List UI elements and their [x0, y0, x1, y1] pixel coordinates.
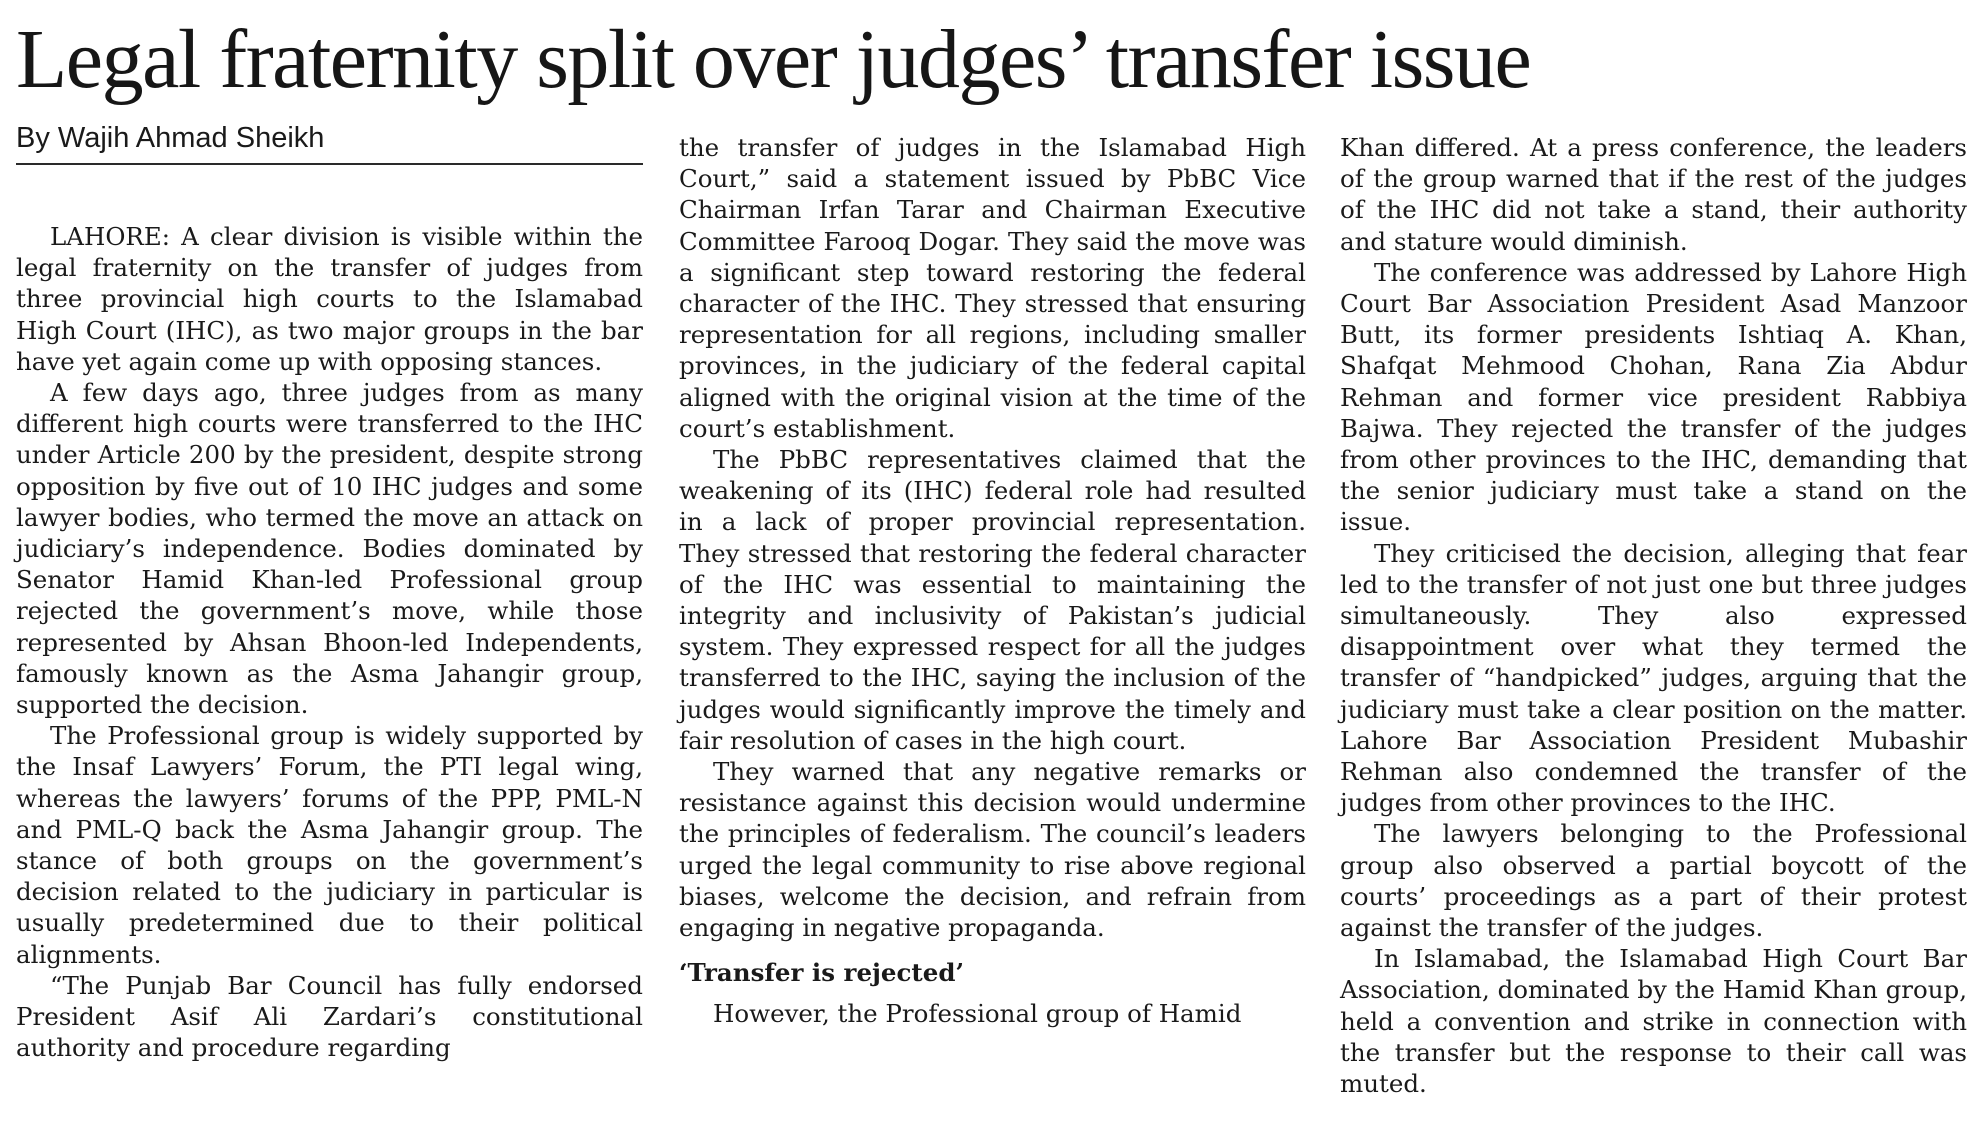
paragraph: “The Punjab Bar Council has fully endorsed President Asif Ali Zardari’s constitutional authority and procedure regarding [16, 970, 643, 1063]
paragraph: The PbBC representatives claimed that the weakening of its (IHC) federal role had resulted in a lack of proper provincial representation. They stressed that restoring the federal character of the IHC was essential to maintaining the integrity and inclusivity of Pakistan’s judicial system. They expressed respect for all the judges transferred to the IHC, saying the inclusion of the judges would significantly improve the timely and fair resolution of cases in the high court. [679, 445, 1306, 755]
paragraph: LAHORE: A clear division is visible within the legal fraternity on the transfer of judges from three provincial high courts to the Islamabad High Court (IHC), as two major groups in the bar have yet again come up with opposing stances. [16, 222, 643, 376]
article-column-1 [16, 221, 643, 1063]
paragraph-continued: Khan differed. At a press conference, the leaders of the group warned that if the rest of the judges of the IHC did not take a stand, their authority and stature would diminish. [1340, 133, 1967, 256]
paragraph: However, the Professional group of Hamid [713, 999, 1242, 1029]
paragraph: They criticised the decision, alleging that fear led to the transfer of not just one but three judges simultaneously. They also expressed disappointment over what they termed the transfer of “handpicked” judges, arguing that the judiciary must take a clear position on the matter. Lahore Bar Association President Mubashir Rehman also condemned the transfer of the judges from other provinces to the IHC. [1340, 538, 1967, 818]
paragraph-continued: the transfer of judges in the Islamabad High Court,” said a statement issued by PbBC Vice Chairman Irfan Tarar and Chairman Executive Committee Farooq Dogar. They said the move was a significant step toward restoring the federal character of the IHC. They stressed that ensuring representation for all regions, including smaller provinces, in the judiciary of the federal capital aligned with the original vision at the time of the court’s establishment. [679, 133, 1306, 443]
paragraph: They warned that any negative remarks or resistance against this decision would undermine the principles of federalism. The council’s leaders urged the legal community to rise above regional biases, welcome the decision, and refrain from engaging in negative propaganda. [679, 757, 1306, 943]
subheading: ‘Transfer is rejected’ [679, 958, 964, 988]
paragraph: The conference was addressed by Lahore High Court Bar Association President Asad Manzoor Butt, its former presidents Ishtiaq A. Khan, Shafqat Mehmood Chohan, Rana Zia Abdur Rehman and former vice president Rabbiya Bajwa. They rejected the transfer of the judges from other provinces to the IHC, demanding that the senior judiciary must take a stand on the issue. [1340, 257, 1967, 537]
paragraph: In Islamabad, the Islamabad High Court Bar Association, dominated by the Hamid Khan group, held a convention and strike in connection with the transfer but the response to their call was muted. [1340, 944, 1967, 1099]
paragraph: A few days ago, three judges from as many different high courts were transferred to the IHC under Article 200 by the president, despite strong opposition by five out of 10 IHC judges and some lawyer bodies, who termed the move an attack on judiciary’s independence. Bodies dominated by Senator Hamid Khan-led Professional group rejected the government’s move, while those represented by Ahsan Bhoon-led Independents, famously known as the Asma Jahangir group, supported the decision. [16, 378, 643, 720]
paragraph: The lawyers belonging to the Professional group also observed a partial boycott of the courts’ proceedings as a part of their protest against the transfer of the judges. [1340, 819, 1967, 943]
article-column-3 [1340, 132, 1967, 1099]
byline: By Wajih Ahmad Sheikh [16, 122, 325, 154]
headline: Legal fraternity split over judges’ transfer issue [16, 13, 1531, 106]
article-column-2 [679, 132, 1306, 1030]
byline-divider [16, 163, 643, 165]
paragraph: The Professional group is widely supported by the Insaf Lawyers’ Forum, the PTI legal wing, whereas the lawyers’ forums of the PPP, PML-N and PML-Q back the Asma Jahangir group. The stance of both groups on the government’s decision related to the judiciary in particular is usually predetermined due to their political alignments. [16, 721, 643, 969]
